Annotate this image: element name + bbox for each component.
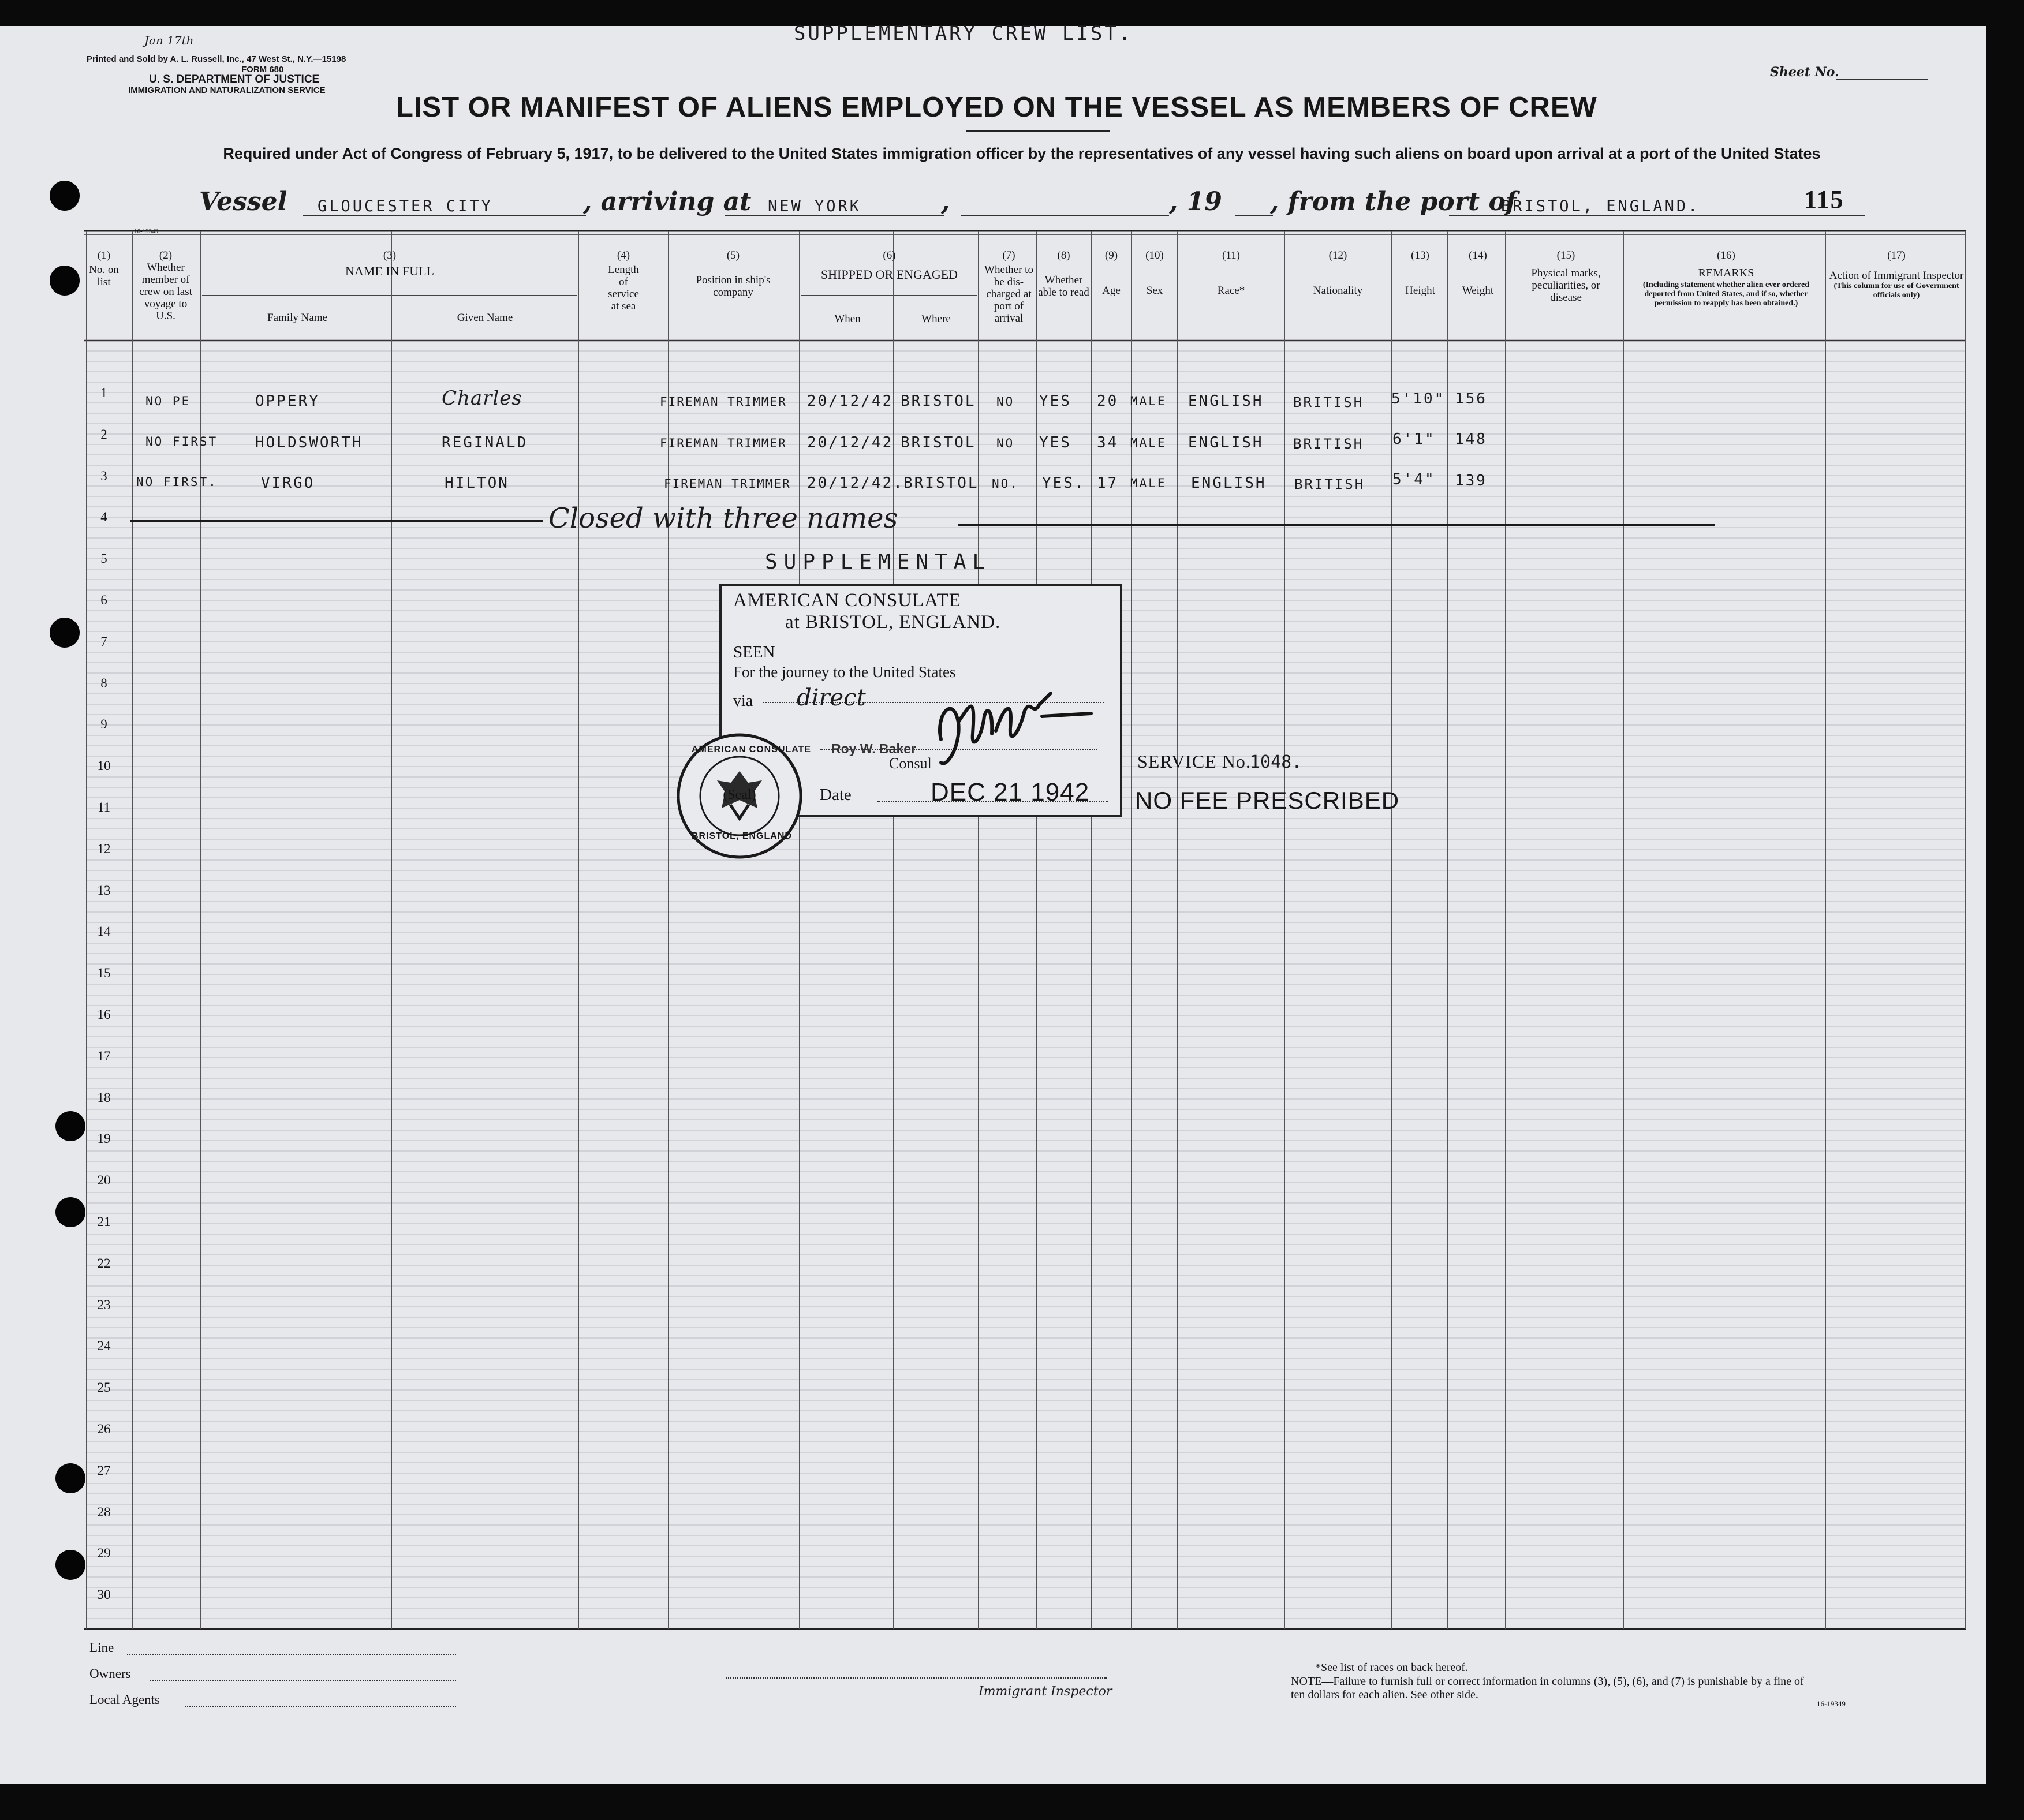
footer-agents-label: Local Agents xyxy=(89,1692,160,1707)
race-cell: ENGLISH xyxy=(1188,434,1264,451)
where-header: Where xyxy=(921,313,951,325)
row-number: 12 xyxy=(97,841,111,856)
penalty-note: NOTE—Failure to furnish full or correct information in columns (3), (5), (6), and (7) is punishable by a fine of ten dollars for each alien. See other side. xyxy=(1291,1675,1804,1701)
shipped-when-cell: 20/12/42 xyxy=(807,393,894,410)
row-number: 9 xyxy=(100,717,107,732)
stamp-consulate-line: AMERICAN CONSULATE xyxy=(733,590,961,611)
seal-bottom-text: BRISTOL, ENGLAND xyxy=(692,831,792,841)
col-2-header: (2) Whether member of crew on last voyage to U.S. xyxy=(139,249,192,322)
row-number: 21 xyxy=(97,1214,111,1229)
row-number: 19 xyxy=(97,1131,111,1146)
family-name-header: Family Name xyxy=(267,312,327,324)
sex-cell: MALE xyxy=(1130,394,1167,408)
year-label: , 19 xyxy=(1169,187,1222,216)
discharged-cell: NO xyxy=(996,436,1015,450)
row-number: 6 xyxy=(100,593,107,607)
col-10-header: (10) Sex xyxy=(1145,249,1164,297)
age-cell: 17 xyxy=(1097,474,1119,492)
col-5-header: (5) Position in ship's company xyxy=(696,249,771,298)
row-number: 17 xyxy=(97,1048,111,1063)
col-12-header: (12) Nationality xyxy=(1313,249,1363,297)
when-header: When xyxy=(834,313,861,325)
prev-voyage-cell: NO FIRST xyxy=(145,435,218,449)
age-cell: 20 xyxy=(1097,393,1119,410)
stamp-via-label: via xyxy=(733,692,753,710)
family-name-cell: VIRGO xyxy=(261,474,315,492)
row-number: 1 xyxy=(100,386,107,400)
col-14-header: (14) Weight xyxy=(1462,249,1494,297)
position-cell: FIREMAN TRIMMER xyxy=(664,477,791,491)
nationality-cell: BRITISH xyxy=(1293,436,1364,452)
sex-cell: MALE xyxy=(1130,436,1167,450)
title-underline xyxy=(966,130,1110,132)
col-9-header: (9) Age xyxy=(1102,249,1121,297)
shipped-when-cell: 20/12/42 xyxy=(807,434,894,451)
printer-line: Printed and Sold by A. L. Russell, Inc., 47 West St., N.Y.—15198 xyxy=(87,54,346,64)
col-4-header: (4) Length of service at sea xyxy=(608,249,639,312)
row-number: 2 xyxy=(100,427,107,442)
page-subtitle: Required under Act of Congress of February 5, 1917, to be delivered to the United States immigration officer by the representatives of any vessel having such aliens on board upon arrival at a port of the United States xyxy=(223,145,1821,162)
races-note: *See list of races on back hereof. xyxy=(1315,1661,1468,1674)
read-cell: YES xyxy=(1039,393,1071,410)
row-number: 24 xyxy=(97,1339,111,1354)
row-number: 3 xyxy=(100,468,107,483)
service-name: IMMIGRATION AND NATURALIZATION SERVICE xyxy=(128,85,326,95)
race-cell: ENGLISH xyxy=(1188,393,1264,410)
given-name-cell: Charles xyxy=(442,387,522,410)
fee-stamp: NO FEE PRESCRIBED xyxy=(1135,787,1400,814)
col-16-header: (16) REMARKS (Including statement whether alien ever ordered deported from United States, and if so, whether permission to reapply has been obtained.) xyxy=(1642,249,1810,308)
shipped-where-cell: BRISTOL xyxy=(901,434,976,451)
closing-rule-left xyxy=(130,520,543,522)
page-title: LIST OR MANIFEST OF ALIENS EMPLOYED ON THE VESSEL AS MEMBERS OF CREW xyxy=(396,92,1597,123)
col-11-header: (11) Race* xyxy=(1217,249,1245,297)
service-number-label: SERVICE No. xyxy=(1137,751,1251,772)
supplemental-mark: SUPPLEMENTAL xyxy=(765,550,992,574)
header-form-code: 16-19349 xyxy=(134,228,159,235)
row-number: 7 xyxy=(100,634,107,649)
row-number: 25 xyxy=(97,1380,111,1395)
race-cell: ENGLISH xyxy=(1191,474,1267,492)
department-name: U. S. DEPARTMENT OF JUSTICE xyxy=(149,73,320,85)
weight-cell: 148 xyxy=(1455,431,1487,448)
comma-separator: , xyxy=(941,187,950,216)
sheet-number-label: Sheet No. xyxy=(1770,65,1839,80)
nationality-cell: BRITISH xyxy=(1293,394,1364,410)
row-number: 10 xyxy=(97,758,111,773)
from-port-label: , from the port of xyxy=(1270,187,1517,216)
row-number: 14 xyxy=(97,924,111,939)
stamp-via-value: direct xyxy=(797,685,866,711)
family-name-cell: HOLDSWORTH xyxy=(255,434,363,451)
weight-cell: 139 xyxy=(1455,472,1487,489)
row-number: 20 xyxy=(97,1173,111,1188)
arriving-label: , arriving at xyxy=(583,187,752,216)
row-number: 8 xyxy=(100,675,107,690)
prev-voyage-cell: NO PE xyxy=(145,394,191,408)
col-8-header: (8) Whether able to read xyxy=(1038,249,1089,298)
discharged-cell: NO. xyxy=(992,477,1019,491)
height-cell: 6'1" xyxy=(1392,431,1436,448)
date-note: Jan 17th xyxy=(144,33,194,47)
stamp-consul-title: Consul xyxy=(889,755,932,772)
shipped-where-cell: BRISTOL xyxy=(901,393,976,410)
shipped-when-cell: 20/12/42. xyxy=(807,474,904,492)
stamp-officer-name: Roy W. Baker xyxy=(831,741,916,756)
consulate-seal xyxy=(675,732,812,860)
age-cell: 34 xyxy=(1097,434,1119,451)
weight-cell: 156 xyxy=(1455,390,1487,408)
given-name-cell: REGINALD xyxy=(442,434,528,451)
given-name-header: Given Name xyxy=(457,312,513,324)
nationality-cell: BRITISH xyxy=(1294,476,1365,492)
position-cell: FIREMAN TRIMMER xyxy=(660,436,787,450)
row-number: 30 xyxy=(97,1587,111,1602)
col-7-header: (7) Whether to be dis-charged at port of arrival xyxy=(984,249,1033,324)
row-number: 22 xyxy=(97,1255,111,1270)
page-number: 115 xyxy=(1804,185,1844,214)
col-3-header: (3) NAME IN FULL xyxy=(345,249,434,278)
closing-rule-right xyxy=(958,524,1715,526)
col-17-header: (17) Action of Immigrant Inspector (This column for use of Government officials only) xyxy=(1829,249,1964,300)
footer-line-label: Line xyxy=(89,1640,114,1655)
col-15-header: (15) Physical marks, peculiarities, or disease xyxy=(1531,249,1601,304)
closed-note: Closed with three names xyxy=(548,502,898,535)
row-number: 13 xyxy=(97,883,111,898)
footer-form-code: 16-19349 xyxy=(1817,1699,1846,1708)
row-number: 5 xyxy=(100,551,107,566)
vessel-label: Vessel xyxy=(199,187,287,216)
seal-top-text: AMERICAN CONSULATE xyxy=(692,745,812,754)
stamp-date-value: DEC 21 1942 xyxy=(931,778,1090,806)
row-number: 15 xyxy=(97,966,111,981)
inspector-signature-label: Immigrant Inspector xyxy=(979,1684,1112,1699)
departure-port: BRISTOL, ENGLAND. xyxy=(1501,197,1700,215)
row-number: 27 xyxy=(97,1463,111,1478)
form-number: FORM 680 xyxy=(241,65,284,74)
service-number-value: 1048. xyxy=(1250,752,1302,772)
vessel-name: GLOUCESTER CITY xyxy=(318,197,493,215)
read-cell: YES. xyxy=(1042,474,1085,492)
sex-cell: MALE xyxy=(1130,476,1167,490)
prev-voyage-cell: NO FIRST. xyxy=(136,475,218,489)
row-number: 18 xyxy=(97,1090,111,1105)
seal-center-text: (Seal) xyxy=(723,787,756,802)
stamp-seen: SEEN xyxy=(733,643,775,662)
height-cell: 5'10" xyxy=(1391,390,1446,408)
family-name-cell: OPPERY xyxy=(255,393,320,410)
stamp-journey: For the journey to the United States xyxy=(733,663,956,681)
stamp-date-label: Date xyxy=(820,786,852,804)
row-number: 29 xyxy=(97,1546,111,1561)
sheet-number-line xyxy=(1836,79,1928,80)
given-name-cell: HILTON xyxy=(445,474,509,492)
row-number: 4 xyxy=(100,510,107,525)
col-1-header: (1) No. on list xyxy=(89,249,119,288)
row-number: 16 xyxy=(97,1007,111,1022)
discharged-cell: NO xyxy=(996,395,1015,409)
shipped-where-cell: BRISTOL xyxy=(903,474,979,492)
row-number: 23 xyxy=(97,1297,111,1312)
consul-signature-icon xyxy=(918,670,1103,780)
height-cell: 5'4" xyxy=(1392,471,1436,488)
position-cell: FIREMAN TRIMMER xyxy=(660,395,787,409)
row-number: 28 xyxy=(97,1504,111,1519)
col-6-header: (6) SHIPPED OR ENGAGED xyxy=(820,249,958,282)
row-number: 11 xyxy=(97,800,111,814)
arrival-port: NEW YORK xyxy=(768,197,862,215)
footer-owners-label: Owners xyxy=(89,1666,131,1681)
supplementary-crew-list-title: SUPPLEMENTARY CREW LIST. xyxy=(794,22,1133,45)
read-cell: YES xyxy=(1039,434,1071,451)
stamp-location-line: at BRISTOL, ENGLAND. xyxy=(785,612,1001,633)
row-number: 26 xyxy=(97,1422,111,1436)
col-13-header: (13) Height xyxy=(1405,249,1435,297)
